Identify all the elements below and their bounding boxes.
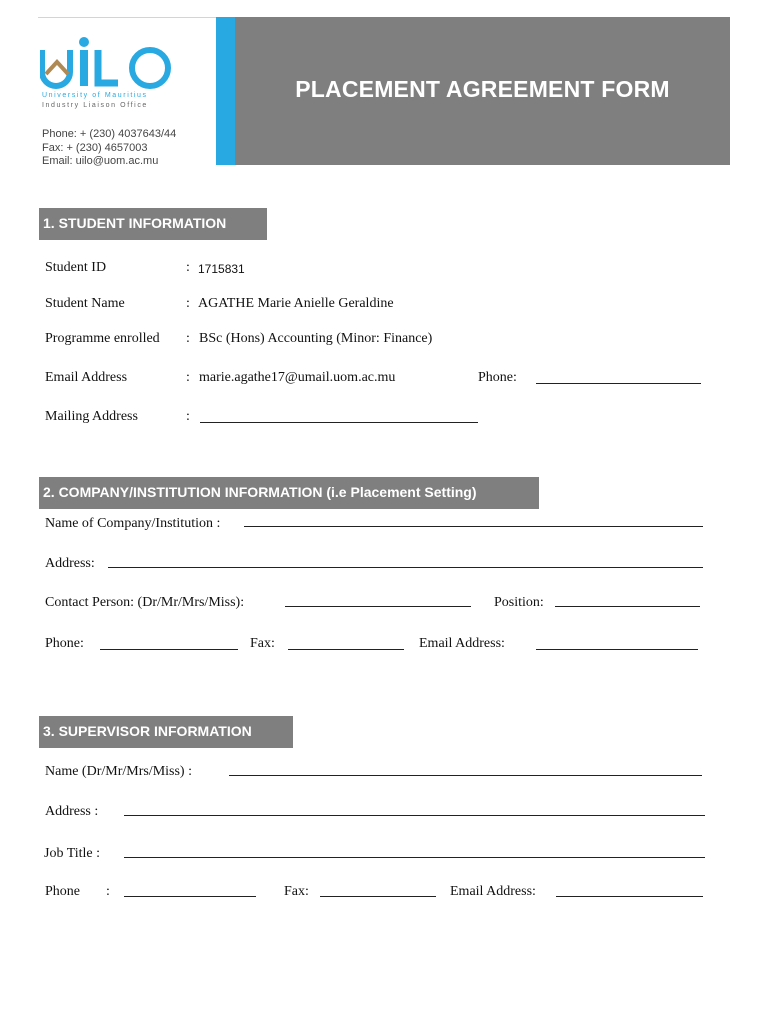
student-name-label: Student Name <box>45 296 125 311</box>
supervisor-phone-field[interactable] <box>124 896 256 897</box>
company-email-field[interactable] <box>536 649 698 650</box>
supervisor-address-field[interactable] <box>124 815 705 816</box>
contact-phone: Phone: + (230) 4037643/44 <box>42 128 177 140</box>
student-name-value: AGATHE Marie Anielle Geraldine <box>198 296 394 311</box>
supervisor-fax-label: Fax: <box>284 884 309 899</box>
job-title-field[interactable] <box>124 857 705 858</box>
logo-org-line1: University of Mauritius <box>42 92 148 99</box>
section3-heading: 3. SUPERVISOR INFORMATION <box>39 716 293 748</box>
company-address-label: Address: <box>45 556 95 571</box>
supervisor-fax-field[interactable] <box>320 896 436 897</box>
colon: : <box>186 409 190 424</box>
supervisor-phone-label: Phone <box>45 884 80 899</box>
company-phone-label: Phone: <box>45 636 84 651</box>
company-fax-field[interactable] <box>288 649 404 650</box>
supervisor-address-label: Address : <box>45 804 99 819</box>
supervisor-name-field[interactable] <box>229 775 702 776</box>
phone-label: Phone: <box>478 370 517 385</box>
company-name-field[interactable] <box>244 526 703 527</box>
colon: : <box>186 331 190 346</box>
programme-label: Programme enrolled <box>45 331 160 346</box>
contact-person-label: Contact Person: (Dr/Mr/Mrs/Miss): <box>45 595 245 610</box>
form-title: PLACEMENT AGREEMENT FORM <box>295 76 670 102</box>
colon: : <box>106 884 110 899</box>
supervisor-name-label: Name (Dr/Mr/Mrs/Miss) : <box>45 764 192 779</box>
student-id-value: 1715831 <box>198 262 245 276</box>
email-value: marie.agathe17@umail.uom.ac.mu <box>199 370 396 385</box>
colon: : <box>186 260 190 275</box>
accent-bar <box>216 17 235 165</box>
company-address-field[interactable] <box>108 567 703 568</box>
colon: : <box>186 370 190 385</box>
student-id-label: Student ID <box>45 260 107 275</box>
contact-person-field[interactable] <box>285 606 471 607</box>
section1-heading: 1. STUDENT INFORMATION <box>39 208 267 240</box>
programme-value: BSc (Hons) Accounting (Minor: Finance) <box>199 331 433 346</box>
colon: : <box>186 296 190 311</box>
uilo-logo <box>40 36 180 120</box>
job-title-label: Job Title : <box>44 846 101 861</box>
position-label: Position: <box>494 595 544 610</box>
mailing-address-field[interactable] <box>200 422 478 423</box>
company-fax-label: Fax: <box>250 636 275 651</box>
mailing-address-label: Mailing Address <box>45 409 138 424</box>
email-label: Email Address <box>45 370 128 385</box>
phone-field[interactable] <box>536 383 701 384</box>
contact-email: Email: uilo@uom.ac.mu <box>42 155 159 167</box>
supervisor-email-label: Email Address: <box>450 884 536 899</box>
company-phone-field[interactable] <box>100 649 238 650</box>
company-email-label: Email Address: <box>419 636 505 651</box>
section2-heading: 2. COMPANY/INSTITUTION INFORMATION (i.e Placement Setting) <box>39 477 539 509</box>
logo-org-line2: Industry Liaison Office <box>42 102 148 109</box>
header-rule <box>38 17 216 18</box>
company-name-label: Name of Company/Institution : <box>45 516 221 531</box>
position-field[interactable] <box>555 606 700 607</box>
supervisor-email-field[interactable] <box>556 896 703 897</box>
contact-fax: Fax: + (230) 4657003 <box>42 142 148 154</box>
